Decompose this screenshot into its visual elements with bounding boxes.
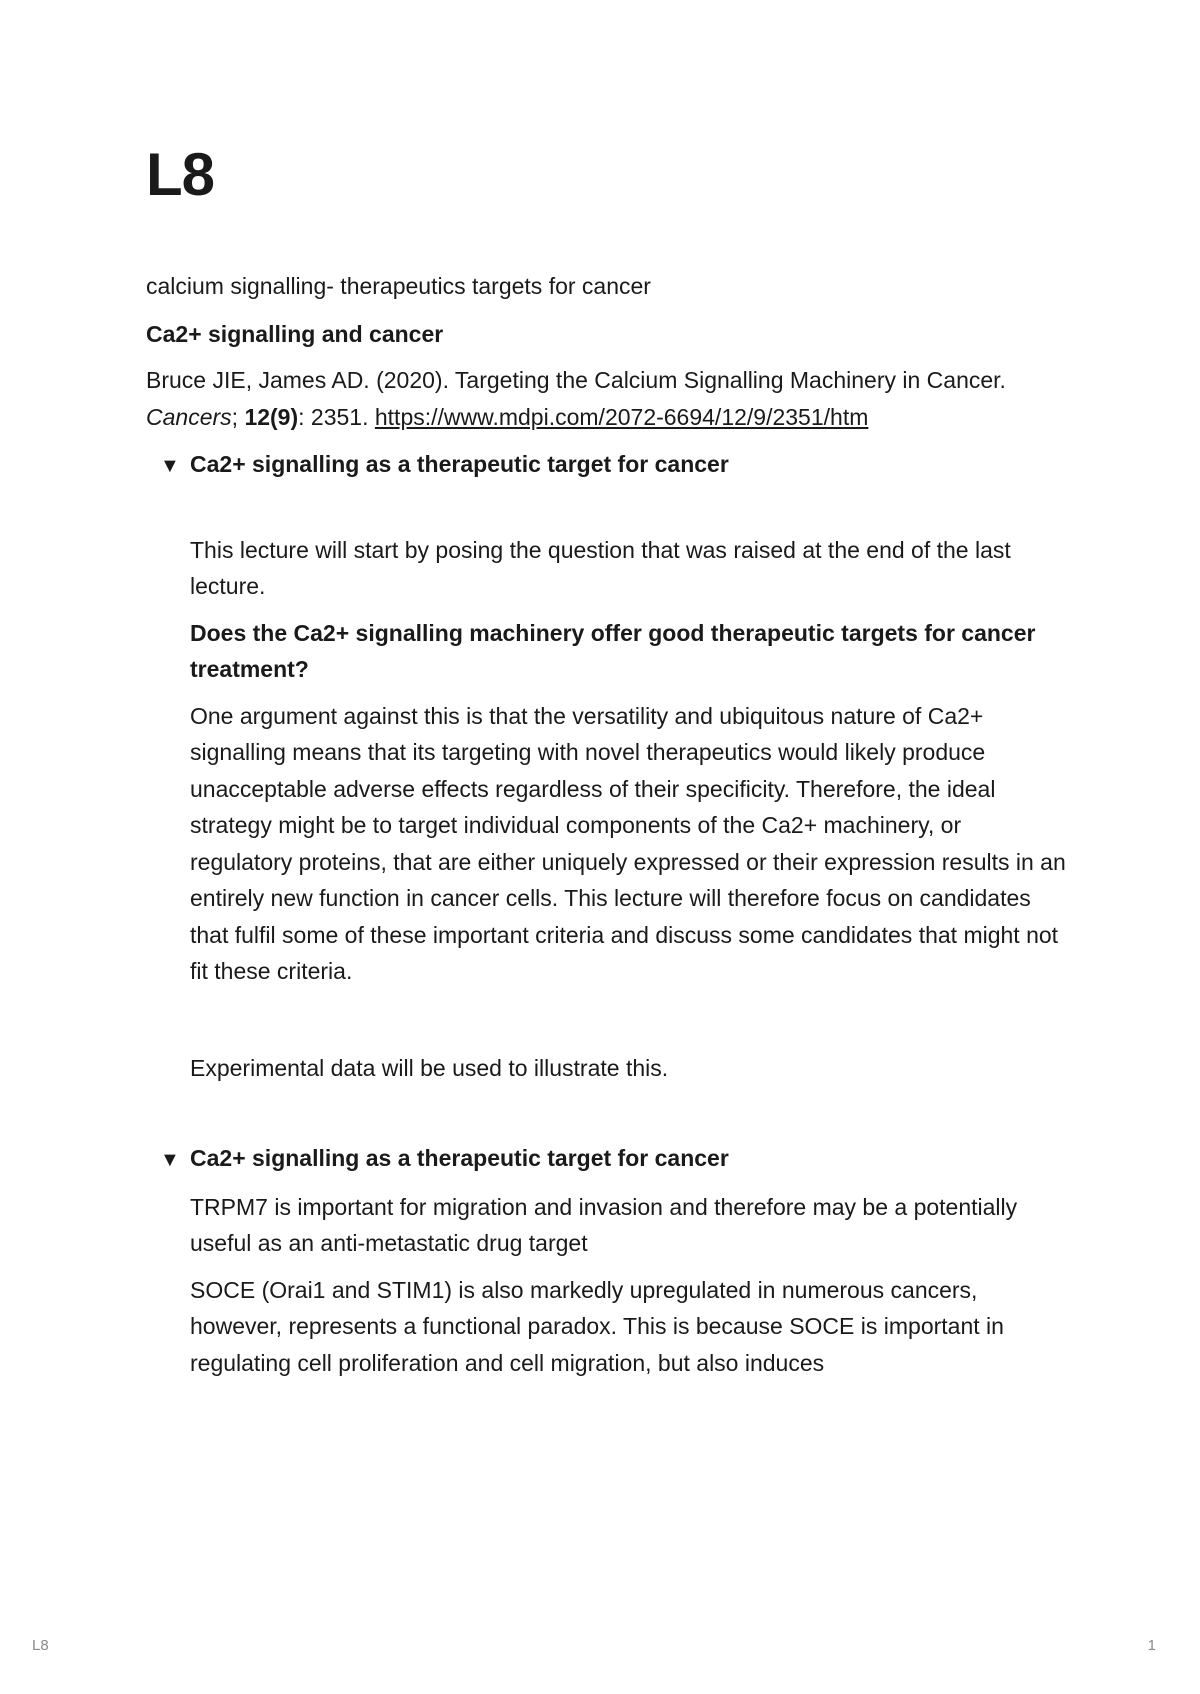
citation-separator: ; — [231, 403, 245, 430]
citation-link[interactable]: https://www.mdpi.com/2072-6694/12/9/2351/htm — [374, 403, 869, 430]
paragraph: One argument against this is that the versatility and ubiquitous nature of Ca2+ signalling means that its targeting with novel therapeutics would likely produce unacceptable adverse effects regardless of their specificity. Therefore, the ideal strategy might be to target individual components of the Ca2+ machinery, or regulatory proteins, that are either uniquely expressed or their expression results in an entirely new function in cancer cells. This lecture will therefore focus on candidates that fulfil some of these important criteria and discuss some candidates that might not fit these criteria. — [190, 702, 1066, 984]
toggle-block-1 — [160, 446, 1066, 1086]
question-paragraph: Does the Ca2+ signalling machinery offer good therapeutic targets for cancer treatment? — [190, 619, 1036, 682]
citation — [146, 362, 1066, 435]
toggle-heading: Ca2+ signalling as a therapeutic target for cancer — [190, 451, 729, 477]
triangle-down-icon[interactable]: ▼ — [160, 455, 180, 477]
toggle-content — [190, 532, 1066, 1087]
paragraph: TRPM7 is important for migration and invasion and therefore may be a potentially useful as an anti-metastatic drug target — [190, 1193, 1018, 1256]
citation-pages: : 2351. — [298, 403, 375, 430]
paragraph: SOCE (Orai1 and STIM1) is also markedly upregulated in numerous cancers, however, represents a functional paradox. This is because SOCE is important in regulating cell proliferation and cell migration, but also induces — [190, 1276, 1004, 1376]
paragraph: This lecture will start by posing the question that was raised at the end of the last lecture. — [190, 536, 1011, 599]
blank-line — [190, 1000, 1066, 1050]
toggle-header[interactable] — [160, 446, 1066, 485]
toggle-heading: Ca2+ signalling as a therapeutic target for cancer — [190, 1145, 729, 1171]
page-content — [146, 268, 1066, 1391]
footer-doc-title: L8 — [32, 1637, 49, 1654]
paragraph: Experimental data will be used to illustrate this. — [190, 1054, 669, 1081]
triangle-down-icon[interactable]: ▼ — [160, 1149, 180, 1171]
page-title: L8 — [146, 141, 215, 208]
toggle-content — [190, 1189, 1066, 1382]
citation-authors: Bruce JIE, James AD. (2020). Targeting the Calcium Signalling Machinery in Cancer. — [146, 367, 1006, 393]
citation-journal: Cancers — [146, 403, 232, 430]
toggle-header[interactable] — [160, 1140, 1066, 1179]
page-number: 1 — [1147, 1637, 1156, 1654]
citation-volume: 12(9) — [244, 403, 299, 430]
section-heading: Ca2+ signalling and cancer — [146, 320, 444, 347]
toggle-block-2 — [160, 1140, 1066, 1381]
page-subtitle: calcium signalling- therapeutics targets for cancer — [146, 273, 651, 299]
